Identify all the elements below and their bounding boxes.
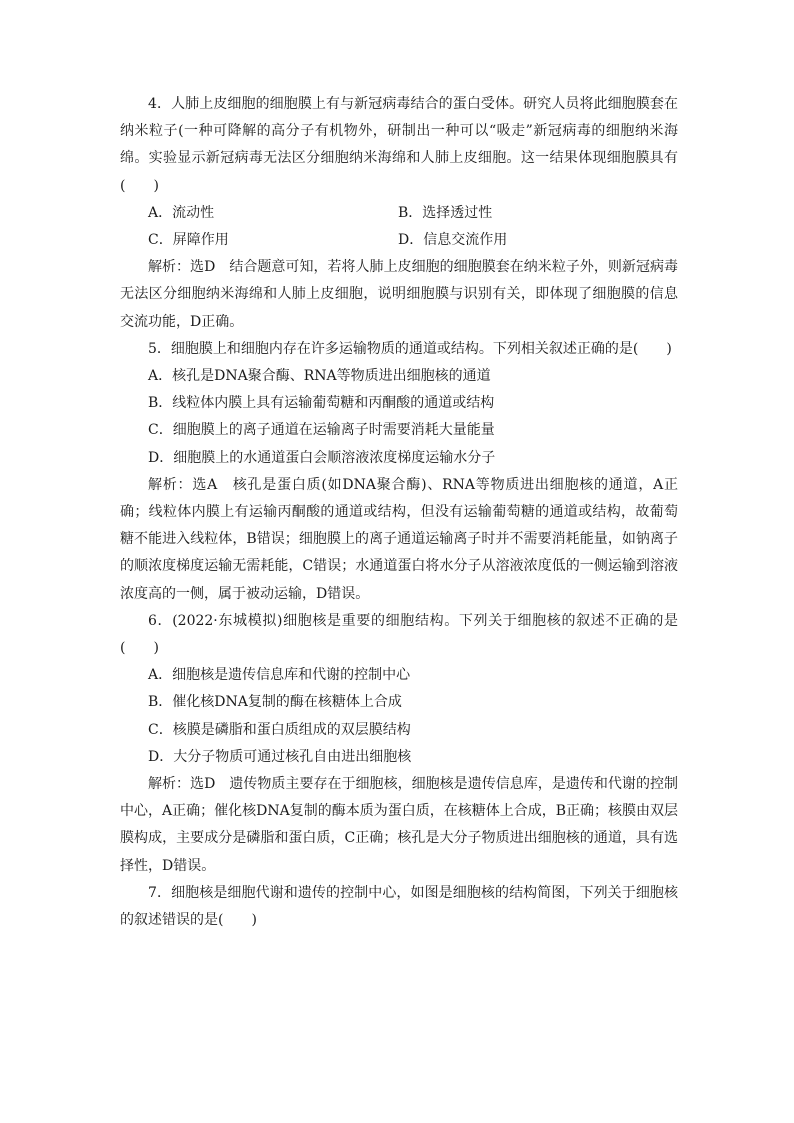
question-4-option-a: A．流动性 [148, 204, 215, 221]
question-5-option-c: C．细胞膜上的离子通道在运输离子时需要消耗大量能量 [148, 422, 495, 439]
question-5-stem: 5．细胞膜上和细胞内存在许多运输物质的通道或结构。下列相关叙述正确的是( ) [148, 340, 672, 357]
question-6-analysis: 解析：选D 遗传物质主要存在于细胞核，细胞核是遗传信息库，是遗传和代谢的控制中心，A正确；催化核DNA复制的酶本质为蛋白质，在核糖体上合成，B正确；核膜由双层膜构成，主要成分是磷脂和蛋白质，C正确；核孔是大分子物质进出细胞核的通道，具有选择性，D错误。 [120, 776, 678, 874]
question-6-option-d: D．大分子物质可通过核孔自由进出细胞核 [148, 748, 412, 765]
question-6-option-a: A．细胞核是遗传信息库和代谢的控制中心 [148, 667, 411, 684]
question-6 [120, 608, 678, 880]
question-4-analysis: 解析：选D 结合题意可知，若将人肺上皮细胞的细胞膜套在纳米粒子外，则新冠病毒无法区分细胞纳米海绵和人肺上皮细胞，说明细胞膜与识别有关，即体现了细胞膜的信息交流功能，D正确。 [120, 259, 678, 330]
question-4-stem: 4．人肺上皮细胞的细胞膜上有与新冠病毒结合的蛋白受体。研究人员将此细胞膜套在纳米粒子(一种可降解的高分子有机物外，研制出一种可以“吸走”新冠病毒的细胞纳米海绵。实验显示新冠病毒无法区分细胞纳米海绵和人肺上皮细胞。这一结果体现细胞膜具有( ) [120, 96, 678, 194]
question-5-option-b: B．线粒体内膜上具有运输葡萄糖和丙酮酸的通道或结构 [148, 395, 495, 412]
question-4-option-d: D．信息交流作用 [398, 232, 508, 249]
question-5-option-d: D．细胞膜上的水通道蛋白会顺溶液浓度梯度运输水分子 [148, 449, 496, 466]
document-page [120, 91, 678, 934]
question-4-options-row-1 [120, 200, 678, 227]
question-5-analysis: 解析：选A 核孔是蛋白质(如DNA聚合酶)、RNA等物质进出细胞核的通道，A正确；线粒体内膜上有运输丙酮酸的通道或结构，但没有运输葡萄糖的通道或结构，故葡萄糖不能进入线粒体，B错误；细胞膜上的离子通道运输离子时并不需要消耗能量，如钠离子的顺浓度梯度运输无需耗能，C错误；水通道蛋白将水分子从溶液浓度低的一侧运输到溶液浓度高的一侧，属于被动运输，D错误。 [120, 476, 678, 602]
question-5 [120, 336, 678, 608]
question-7 [120, 880, 678, 934]
question-4 [120, 91, 678, 336]
question-6-option-c: C．核膜是磷脂和蛋白质组成的双层膜结构 [148, 721, 411, 738]
question-6-stem: 6．(2022·东城模拟)细胞核是重要的细胞结构。下列关于细胞核的叙述不正确的是( ) [120, 612, 678, 657]
question-7-stem: 7．细胞核是细胞代谢和遗传的控制中心，如图是细胞核的结构简图，下列关于细胞核的叙述错误的是( ) [120, 884, 678, 929]
question-4-option-b: B．选择透过性 [398, 204, 493, 221]
question-6-option-b: B．催化核DNA复制的酶在核糖体上合成 [148, 694, 402, 711]
question-5-option-a: A．核孔是DNA聚合酶、RNA等物质进出细胞核的通道 [148, 368, 491, 385]
question-4-option-c: C．屏障作用 [148, 232, 229, 249]
question-4-options-row-2 [120, 227, 678, 254]
